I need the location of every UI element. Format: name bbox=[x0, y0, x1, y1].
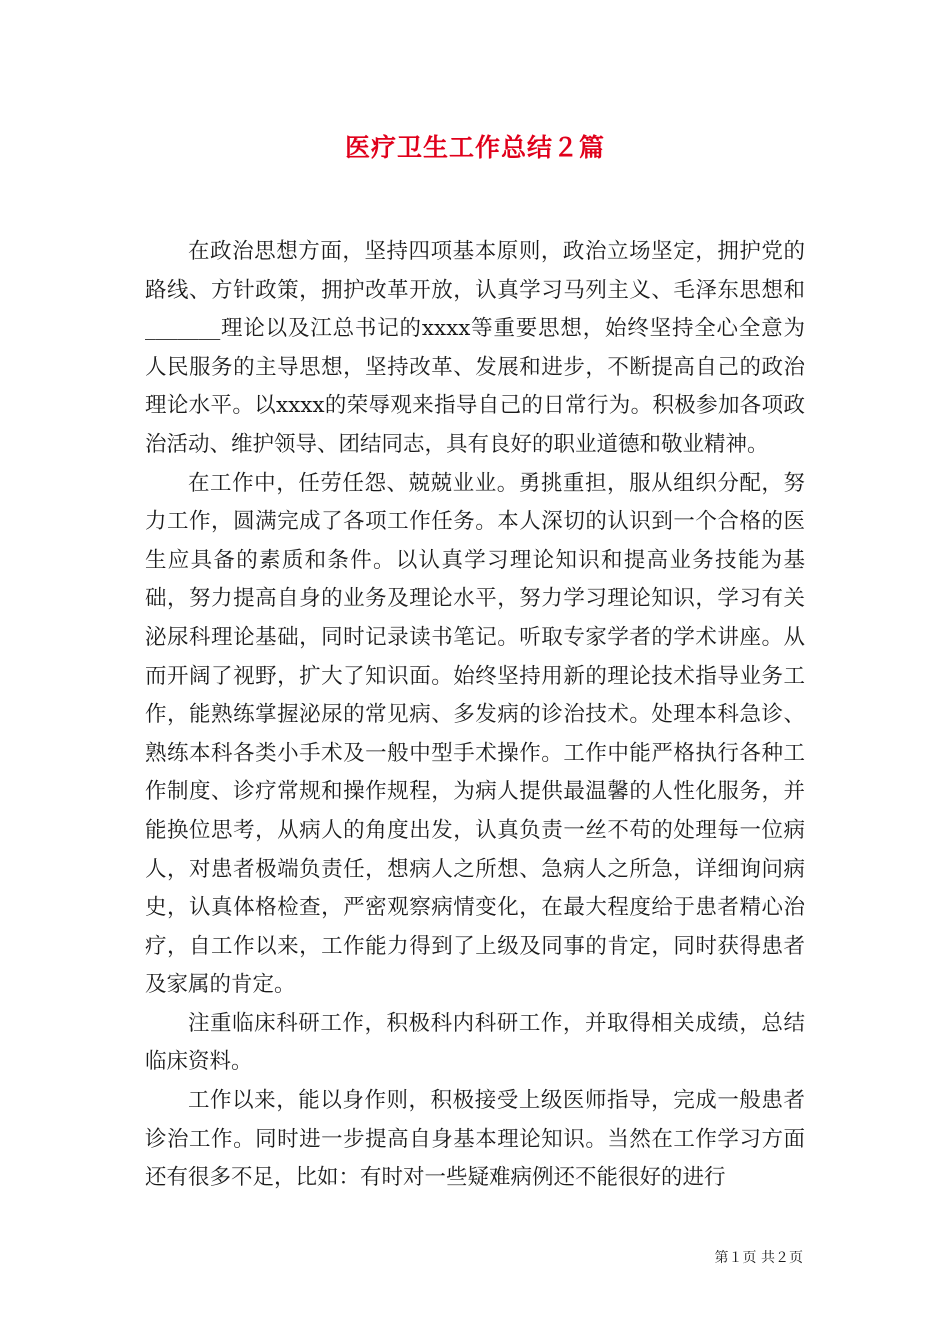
paragraph-political: 在政治思想方面，坚持四项基本原则，政治立场坚定，拥护党的路线、方针政策，拥护改革开放，认真学习马列主义、毛泽东思想和_______理论以及江总书记的xxxx等重要思想，始终坚持全心全意为人民服务的主导思想，坚持改革、发展和进步，不断提高自己的政治理论水平。以xxxx的荣辱观来指导自己的日常行为。积极参加各项政治活动、维护领导、团结同志，具有良好的职业道德和敬业精神。 bbox=[145, 239, 805, 457]
page-number-footer: 第１页 共２页 bbox=[714, 1250, 803, 1266]
document-title: 医疗卫生工作总结２篇 bbox=[344, 133, 605, 162]
document-body bbox=[145, 233, 805, 1198]
paragraph-shortcomings: 工作以来，能以身作则，积极接受上级医师指导，完成一般患者诊治工作。同时进一步提高自身基本理论知识。当然在工作学习方面还有很多不足，比如：有时对一些疑难病例还不能很好的进行 bbox=[145, 1088, 805, 1191]
paragraph-research: 注重临床科研工作，积极科内科研工作，并取得相关成绩，总结临床资料。 bbox=[145, 1010, 805, 1075]
paragraph-work: 在工作中，任劳任怨、兢兢业业。勇挑重担，服从组织分配，努力工作，圆满完成了各项工作任务。本人深切的认识到一个合格的医生应具备的素质和条件。以认真学习理论知识和提高业务技能为基础，努力提高自身的业务及理论水平，努力学习理论知识，学习有关泌尿科理论基础，同时记录读书笔记。听取专家学者的学术讲座。从而开阔了视野，扩大了知识面。始终坚持用新的理论技术指导业务工作，能熟练掌握泌尿的常见病、多发病的诊治技术。处理本科急诊、熟练本科各类小手术及一般中型手术操作。工作中能严格执行各种工作制度、诊疗常规和操作规程，为病人提供最温馨的人性化服务，并能换位思考，从病人的角度出发，认真负责一丝不苟的处理每一位病人，对患者极端负责任，想病人之所想、急病人之所急，详细询问病史，认真体格检查，严密观察病情变化，在最大程度给于患者精心治疗，自工作以来，工作能力得到了上级及同事的肯定，同时获得患者及家属的肯定。 bbox=[145, 470, 805, 998]
